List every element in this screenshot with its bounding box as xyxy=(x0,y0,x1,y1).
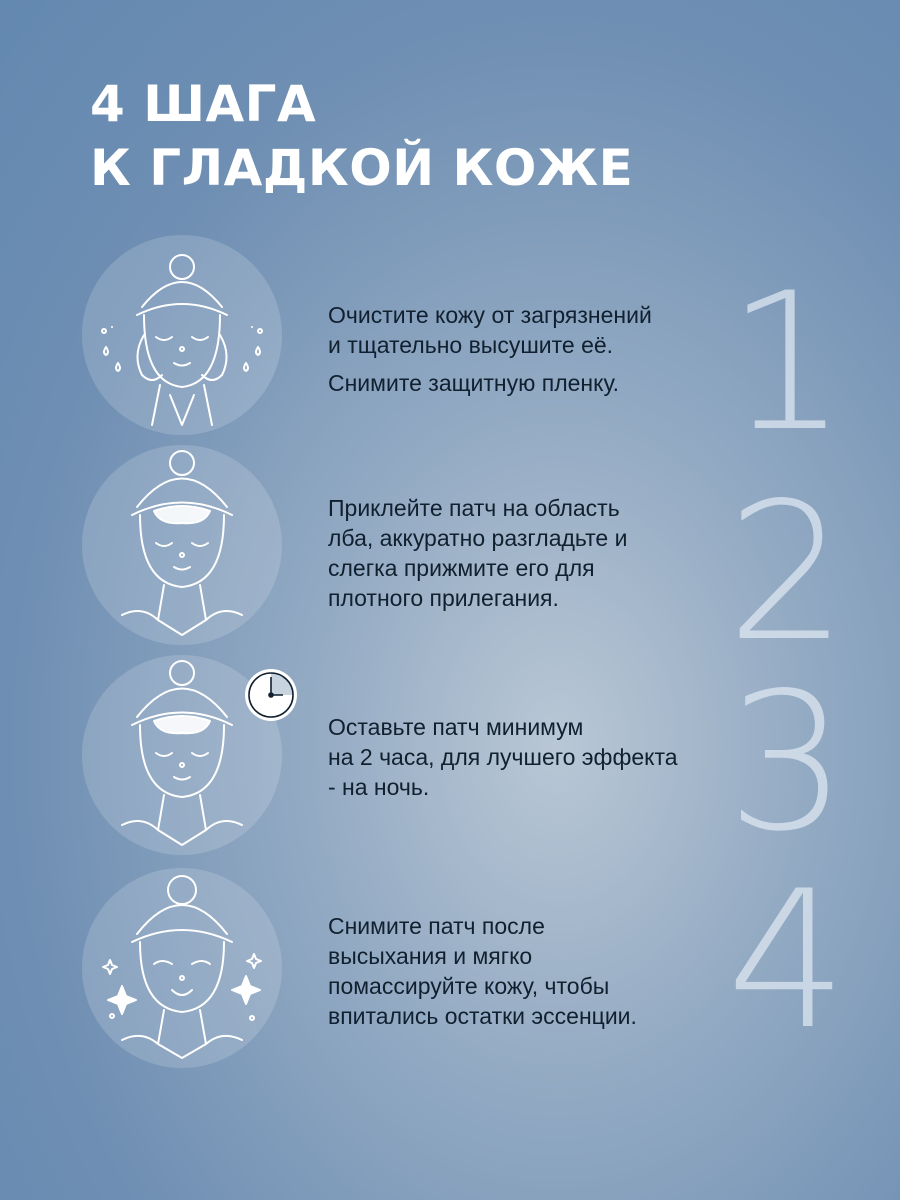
step-2-line-4: плотного прилегания. xyxy=(328,585,559,611)
step-1-line-1: Очистите кожу от загрязнений xyxy=(328,302,652,328)
step-1-text xyxy=(328,300,748,406)
step-4-line-2: высыхания и мягко xyxy=(328,943,533,969)
step-4-line-3: помассируйте кожу, чтобы xyxy=(328,973,610,999)
step-2-text xyxy=(328,493,748,621)
face-washing-icon xyxy=(82,235,282,435)
step-1-line-2: и тщательно высушите её. xyxy=(328,332,614,358)
step-2-line-3: слегка прижмите его для xyxy=(328,555,595,581)
step-2-line-2: лба, аккуратно разгладьте и xyxy=(328,525,628,551)
forehead-patch-icon xyxy=(82,445,282,645)
step-3-number: 3 xyxy=(726,652,848,873)
title-line-2: К ГЛАДКОЙ КОЖЕ xyxy=(90,139,634,197)
step-1-extra: Снимите защитную пленку. xyxy=(328,370,620,396)
step-3-line-3: - на ночь. xyxy=(328,774,430,800)
step-2-line-1: Приклейте патч на область xyxy=(328,495,620,521)
page-title xyxy=(90,72,633,200)
step-3-line-1: Оставьте патч минимум xyxy=(328,714,584,740)
step-1-number: 1 xyxy=(726,252,848,473)
step-4-text xyxy=(328,911,748,1039)
step-4-number: 4 xyxy=(726,850,848,1071)
step-4-line-1: Снимите патч после xyxy=(328,913,545,939)
step-4-line-4: впитались остатки эссенции. xyxy=(328,1003,637,1029)
glowing-skin-icon xyxy=(82,868,282,1068)
step-3-line-2: на 2 часа, для лучшего эффекта xyxy=(328,744,678,770)
timer-icon xyxy=(243,667,299,728)
title-line-1: 4 ШАГА xyxy=(90,75,317,133)
step-2-number: 2 xyxy=(726,462,848,683)
step-3-text xyxy=(328,712,748,810)
